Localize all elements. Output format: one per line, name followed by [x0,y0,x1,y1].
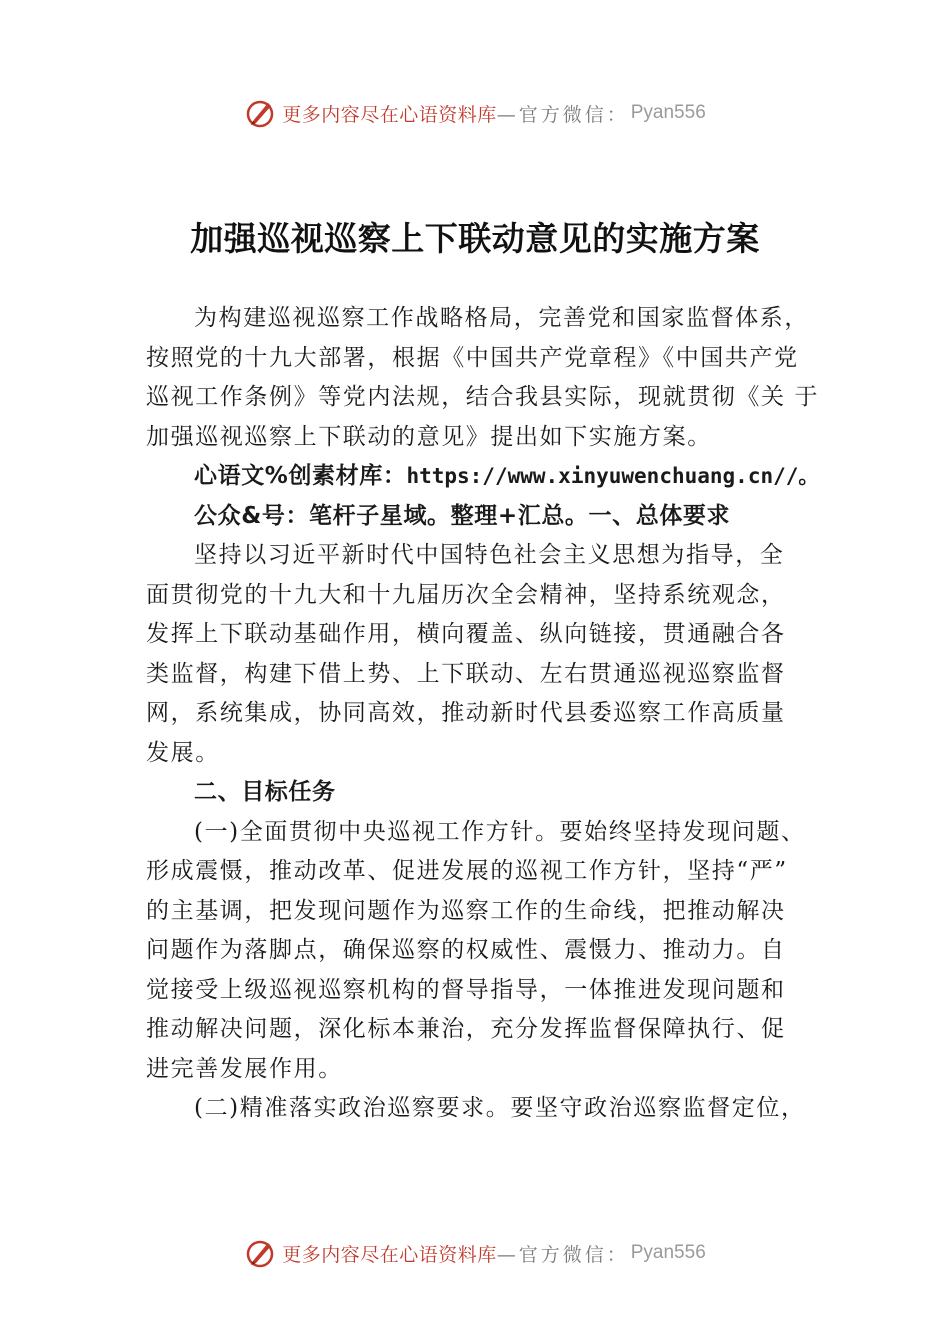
banner-wechat-id: Pyan556 [630,1242,706,1263]
item1-line: 形成震慑，推动改革、促进发展的巡视工作方针，坚持“严” [146,858,788,884]
intro-line: 为构建巡视巡察工作战略格局，完善党和国家监督体系， [194,305,809,331]
item1-line: 问题作为落脚点，确保巡察的权威性、震慑力、推动力。自 [146,937,786,963]
item1-line: 觉接受上级巡视巡察机构的督导指导，一体推进发现问题和 [146,976,786,1003]
watermark-line [146,457,820,497]
item1-line: (一)全面贯彻中央巡视工作方针。要始终坚持发现问题、 [194,818,806,845]
item2-line: (二)精准落实政治巡察要求。要坚守政治巡察监督定位， [194,1095,806,1121]
item1-line: 推动解决问题，深化标本兼治，充分发挥监督保障执行、促 [146,1016,786,1042]
watermark-line [146,497,814,537]
intro-line: 按照党的十九大部署，根据《中国共产党章程》《中国共产党 [146,344,799,371]
watermark-url: https://www.xinyuwenchuang.cn//。 [406,464,820,488]
intro-line: 加强巡视巡察上下联动的意见》提出如下实施方案。 [146,423,712,450]
banner-dash-text: —官方微信： [496,1243,629,1266]
banner-dash-text: —官方微信： [496,103,629,126]
section1-line: 发展。 [146,739,220,766]
footer-banner [0,1233,950,1273]
watermark-label: 心语文%创素材库： [194,463,407,489]
section-heading: 一、总体要求 [588,502,731,529]
banner-brand-text: 更多内容尽在心语资料库 [282,1243,497,1266]
item1-line: 进完善发展作用。 [146,1055,343,1082]
pen-logo-icon [244,1237,276,1269]
banner-brand-text: 更多内容尽在心语资料库 [282,103,497,126]
document-title: 加强巡视巡察上下联动意见的实施方案 [190,219,760,258]
item1-line: 的主基调，把发现问题作为巡察工作的生命线，把推动解决 [146,897,786,924]
section-heading: 二、目标任务 [194,779,336,805]
watermark-prefix: 公众&号：笔杆子星域。整理+汇总。 [194,502,589,529]
header-banner [0,93,950,133]
pen-logo-icon [244,97,276,129]
document-body [146,299,820,1129]
section1-line: 类监督，构建下借上势、上下联动、左右贯通巡视巡察监督 [146,660,786,687]
section1-line: 面贯彻党的十九大和十九届历次全会精神，坚持系统观念， [146,581,786,608]
section1-line: 发挥上下联动基础作用，横向覆盖、纵向链接，贯通融合各 [146,621,786,647]
banner-wechat-id: Pyan556 [630,102,706,123]
section1-line: 网，系统集成，协同高效，推动新时代县委巡察工作高质量 [146,700,786,726]
section1-line: 坚持以习近平新时代中国特色社会主义思想为指导，全 [194,542,785,568]
intro-line: 巡视工作条例》等党内法规，结合我县实际，现就贯彻《关 于 [146,384,820,410]
